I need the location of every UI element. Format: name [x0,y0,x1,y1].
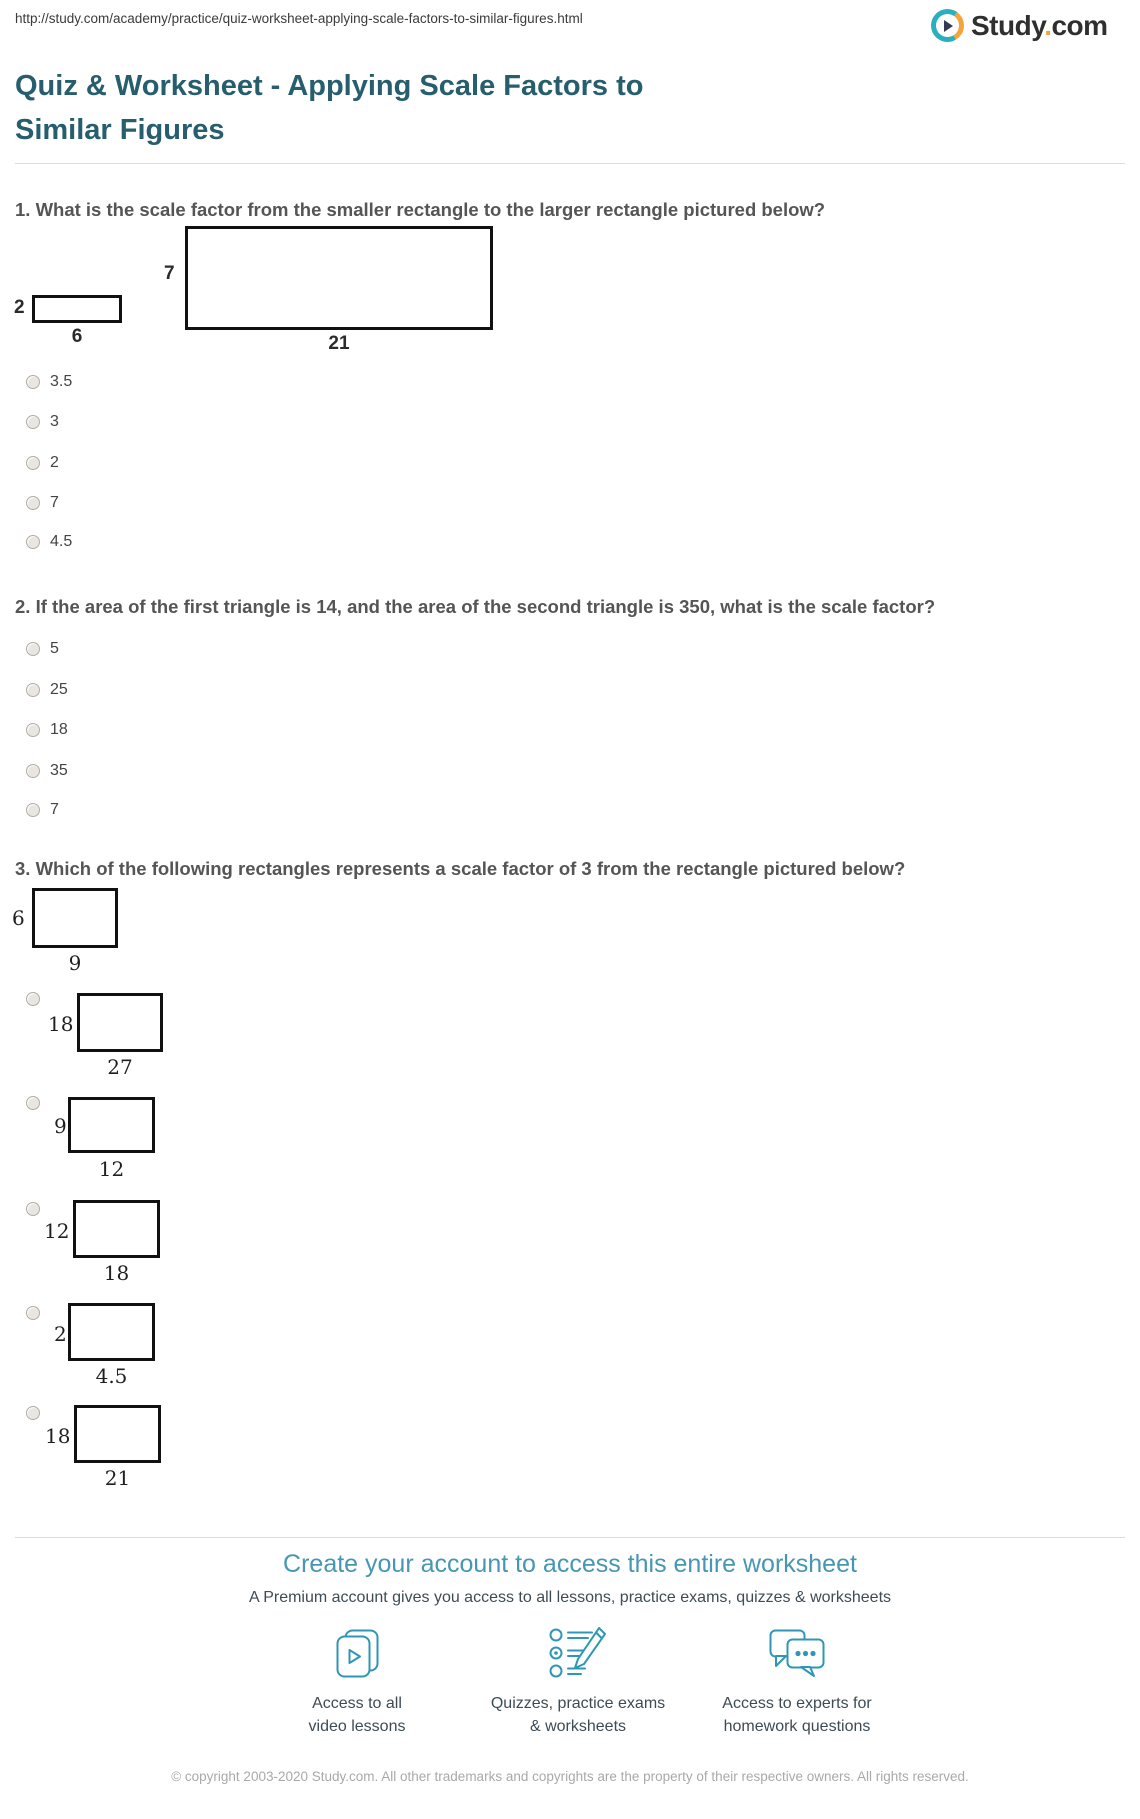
q3-optionD-width-label: 4.5 [95,1364,128,1388]
feature-expert-help [667,1626,927,1738]
option-label[interactable]: 5 [50,640,59,657]
radio-button[interactable] [26,1406,40,1420]
q3-base-width-label: 9 [68,951,82,975]
q3-optionD-rectangle[interactable] [68,1303,155,1361]
option-label[interactable]: 7 [50,801,59,818]
radio-button[interactable] [26,375,40,389]
cta-subtitle: A Premium account gives you access to all lessons, practice exams, quizzes & worksheets [248,1589,892,1606]
q3-optionC-width-label: 18 [103,1261,130,1285]
option-label[interactable]: 18 [50,721,68,738]
q2-option-1[interactable] [26,638,59,660]
q3-base-rectangle [32,888,118,948]
radio-button[interactable] [26,723,40,737]
radio-button[interactable] [26,683,40,697]
feature-label-line1: Access to experts for [722,1695,872,1712]
q1-large-rectangle [185,226,493,330]
q2-option-5[interactable] [26,799,59,821]
q3-optionC-height-label: 12 [44,1219,70,1243]
copyright-text: © copyright 2003-2020 Study.com. All other trademarks and copyrights are the property of their respective owners. All rights reserved. [171,1769,969,1784]
feature-label-line1: Quizzes, practice exams [490,1695,666,1712]
q1-large-rect-width-label: 21 [328,333,350,354]
header-divider [15,163,1125,164]
option-label[interactable]: 25 [50,681,68,698]
q1-large-rect-height-label: 7 [164,263,175,284]
question-3-text: 3. Which of the following rectangles represents a scale factor of 3 from the rectangle pictured below? [15,858,906,879]
q3-optionB-height-label: 9 [54,1114,67,1138]
studycom-logo-text [971,10,1108,42]
option-label[interactable]: 35 [50,762,68,779]
option-label[interactable]: 7 [50,494,59,511]
q1-option-2[interactable] [26,411,59,433]
q3-optionA-rectangle[interactable] [77,993,163,1052]
logo-word-com: com [1051,9,1108,41]
q3-optionB-width-label: 12 [98,1157,125,1181]
feature-label [667,1692,927,1738]
feature-label-line2: homework questions [723,1718,871,1735]
q1-option-5[interactable] [26,531,72,553]
page-url: http://study.com/academy/practice/quiz-worksheet-applying-scale-factors-to-similar-figures.html [15,11,583,26]
studycom-logo[interactable] [931,9,1108,42]
radio-button[interactable] [26,992,40,1006]
q3-optionE-rectangle[interactable] [74,1405,161,1463]
q3-optionE-height-label: 18 [45,1424,71,1448]
q1-small-rect-width-label: 6 [71,326,83,347]
feature-label-line1: Access to all [312,1695,402,1712]
option-label[interactable]: 3 [50,413,59,430]
q2-option-3[interactable] [26,719,68,741]
feature-label-line2: & worksheets [529,1718,627,1735]
page-title: Quiz & Worksheet - Applying Scale Factors to Similar Figures [15,70,644,146]
radio-button[interactable] [26,803,40,817]
question-1-text: 1. What is the scale factor from the smaller rectangle to the larger rectangle pictured below? [15,199,826,220]
feature-label-line2: video lessons [308,1718,406,1735]
option-label[interactable]: 4.5 [50,533,73,550]
radio-button[interactable] [26,415,40,429]
radio-button[interactable] [26,496,40,510]
radio-button[interactable] [26,1202,40,1216]
logo-dot: . [1044,9,1052,41]
radio-button[interactable] [26,456,40,470]
q3-optionD-height-label: 2 [54,1322,67,1346]
radio-button[interactable] [26,642,40,656]
option-label[interactable]: 3.5 [50,373,73,390]
q1-option-1[interactable] [26,371,72,393]
question-2-text: 2. If the area of the first triangle is 14, and the area of the second triangle is 350, what is the scale factor? [15,596,936,617]
expert-chat-icon [667,1626,927,1684]
q3-optionE-width-label: 21 [104,1466,131,1490]
q3-optionA-width-label: 27 [107,1055,133,1079]
q1-small-rectangle [32,295,122,323]
q1-small-rect-height-label: 2 [14,297,25,318]
radio-button[interactable] [26,535,40,549]
radio-button[interactable] [26,1096,40,1110]
radio-button[interactable] [26,764,40,778]
q3-optionC-rectangle[interactable] [73,1200,160,1258]
q1-option-3[interactable] [26,452,59,474]
q3-optionB-rectangle[interactable] [68,1097,155,1153]
cta-divider [15,1537,1125,1538]
q2-option-2[interactable] [26,679,68,701]
cta-title: Create your account to access this entire worksheet [283,1550,857,1578]
q2-option-4[interactable] [26,760,68,782]
radio-button[interactable] [26,1306,40,1320]
q3-optionA-height-label: 18 [48,1012,74,1036]
option-label[interactable]: 2 [50,454,59,471]
studycom-logo-icon [931,9,964,42]
play-icon [944,20,953,32]
q1-option-4[interactable] [26,492,59,514]
q3-base-height-label: 6 [12,906,25,930]
logo-word-study: Study [971,9,1045,41]
